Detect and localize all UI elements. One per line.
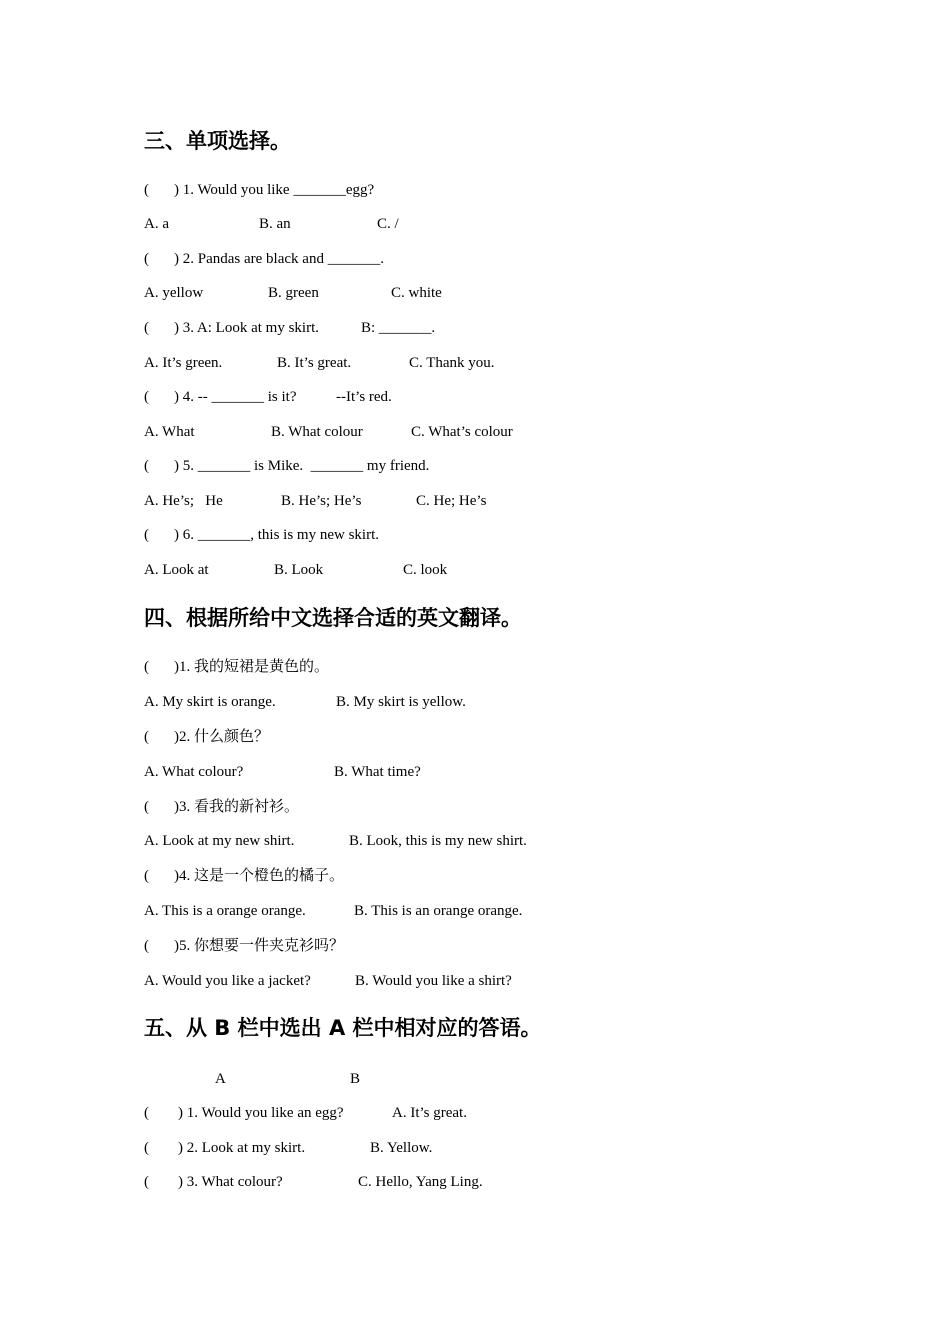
question-stem-b: B: _______. — [361, 320, 436, 336]
option-b: B. What time? — [334, 764, 421, 780]
question-stem: ) 1. Would you like _______egg? — [174, 182, 375, 198]
column-headers — [0, 1068, 950, 1090]
translation-1-options — [0, 691, 950, 713]
question-2 — [0, 248, 950, 270]
option-a: A. This is a orange orange. — [144, 903, 306, 919]
match-row-3 — [0, 1171, 950, 1193]
answer-blank: ( — [144, 1140, 149, 1156]
question-stem: ) 2. Look at my skirt. — [178, 1140, 306, 1156]
section-3-title: 三、单项选择。 — [144, 129, 291, 153]
question-stem: ) 3. What colour? — [178, 1174, 283, 1190]
option-a: A. What colour? — [144, 764, 244, 780]
answer-blank: ( — [144, 1174, 149, 1190]
answer-blank: ( — [144, 868, 149, 884]
translation-4-options — [0, 900, 950, 922]
answer-blank: ( — [144, 1105, 149, 1121]
option-b: B. My skirt is yellow. — [336, 694, 466, 710]
question-3-options — [0, 352, 950, 374]
option-b: B. an — [259, 216, 291, 232]
question-stem: ) 4. -- _______ is it? — [174, 389, 297, 405]
option-a: A. Look at — [144, 562, 209, 578]
question-stem: ) 6. _______, this is my new skirt. — [174, 527, 379, 543]
question-5 — [0, 455, 950, 477]
answer-blank: ( — [144, 389, 149, 405]
option-b: B. Look — [274, 562, 324, 578]
option-a: A. yellow — [144, 285, 204, 301]
answer-blank: ( — [144, 659, 149, 675]
column-a-header: A — [215, 1071, 226, 1087]
match-answer: C. Hello, Yang Ling. — [358, 1174, 483, 1190]
option-b: B. This is an orange orange. — [354, 903, 523, 919]
question-stem: )4. 这是一个橙色的橘子。 — [174, 868, 344, 884]
translation-5 — [0, 935, 950, 957]
option-b: B. What colour — [271, 424, 363, 440]
option-a: A. It’s green. — [144, 355, 223, 371]
option-b: B. Would you like a shirt? — [355, 973, 512, 989]
option-b: B. Look, this is my new shirt. — [349, 833, 527, 849]
question-1-options — [0, 213, 950, 235]
question-1 — [0, 179, 950, 201]
option-b: B. He’s; He’s — [281, 493, 362, 509]
question-stem: ) 5. _______ is Mike. _______ my friend. — [174, 458, 430, 474]
option-a: A. What — [144, 424, 195, 440]
question-stem: )1. 我的短裙是黄色的。 — [174, 659, 329, 675]
translation-2-options — [0, 761, 950, 783]
option-b: B. It’s great. — [277, 355, 352, 371]
option-c: C. What’s colour — [411, 424, 513, 440]
option-c: C. white — [391, 285, 442, 301]
answer-blank: ( — [144, 799, 149, 815]
option-a: A. He’s; He — [144, 493, 223, 509]
translation-3-options — [0, 830, 950, 852]
question-5-options — [0, 490, 950, 512]
column-b-header: B — [350, 1071, 361, 1087]
question-stem: )5. 你想要一件夹克衫吗？ — [174, 938, 344, 954]
answer-blank: ( — [144, 729, 149, 745]
question-stem-b: --It’s red. — [336, 389, 392, 405]
question-stem: )3. 看我的新衬衫。 — [174, 799, 299, 815]
match-row-2 — [0, 1137, 950, 1159]
answer-blank: ( — [144, 527, 149, 543]
question-stem: ) 1. Would you like an egg? — [178, 1105, 344, 1121]
translation-2 — [0, 726, 950, 748]
option-c: C. Thank you. — [409, 355, 495, 371]
question-stem: )2. 什么颜色？ — [174, 729, 269, 745]
option-c: C. He; He’s — [416, 493, 487, 509]
answer-blank: ( — [144, 182, 149, 198]
answer-blank: ( — [144, 251, 149, 267]
translation-3 — [0, 796, 950, 818]
answer-blank: ( — [144, 320, 149, 336]
option-c: C. / — [377, 216, 399, 232]
option-c: C. look — [403, 562, 448, 578]
option-a: A. Would you like a jacket? — [144, 973, 311, 989]
translation-5-options — [0, 970, 950, 992]
question-2-options — [0, 282, 950, 304]
question-stem: ) 2. Pandas are black and _______. — [174, 251, 384, 267]
match-answer: B. Yellow. — [370, 1140, 433, 1156]
match-row-1 — [0, 1102, 950, 1124]
answer-blank: ( — [144, 458, 149, 474]
question-3 — [0, 317, 950, 339]
question-4 — [0, 386, 950, 408]
option-a: A. My skirt is orange. — [144, 694, 276, 710]
translation-4 — [0, 865, 950, 887]
question-stem: ) 3. A: Look at my skirt. — [174, 320, 319, 336]
section-5-title: 五、从 B 栏中选出 A 栏中相对应的答语。 — [144, 1016, 542, 1040]
option-b: B. green — [268, 285, 319, 301]
match-answer: A. It’s great. — [392, 1105, 467, 1121]
question-6-options — [0, 559, 950, 581]
question-4-options — [0, 421, 950, 443]
option-a: A. Look at my new shirt. — [144, 833, 295, 849]
answer-blank: ( — [144, 938, 149, 954]
translation-1 — [0, 656, 950, 678]
question-6 — [0, 524, 950, 546]
option-a: A. a — [144, 216, 169, 232]
section-4-title: 四、根据所给中文选择合适的英文翻译。 — [144, 606, 522, 630]
